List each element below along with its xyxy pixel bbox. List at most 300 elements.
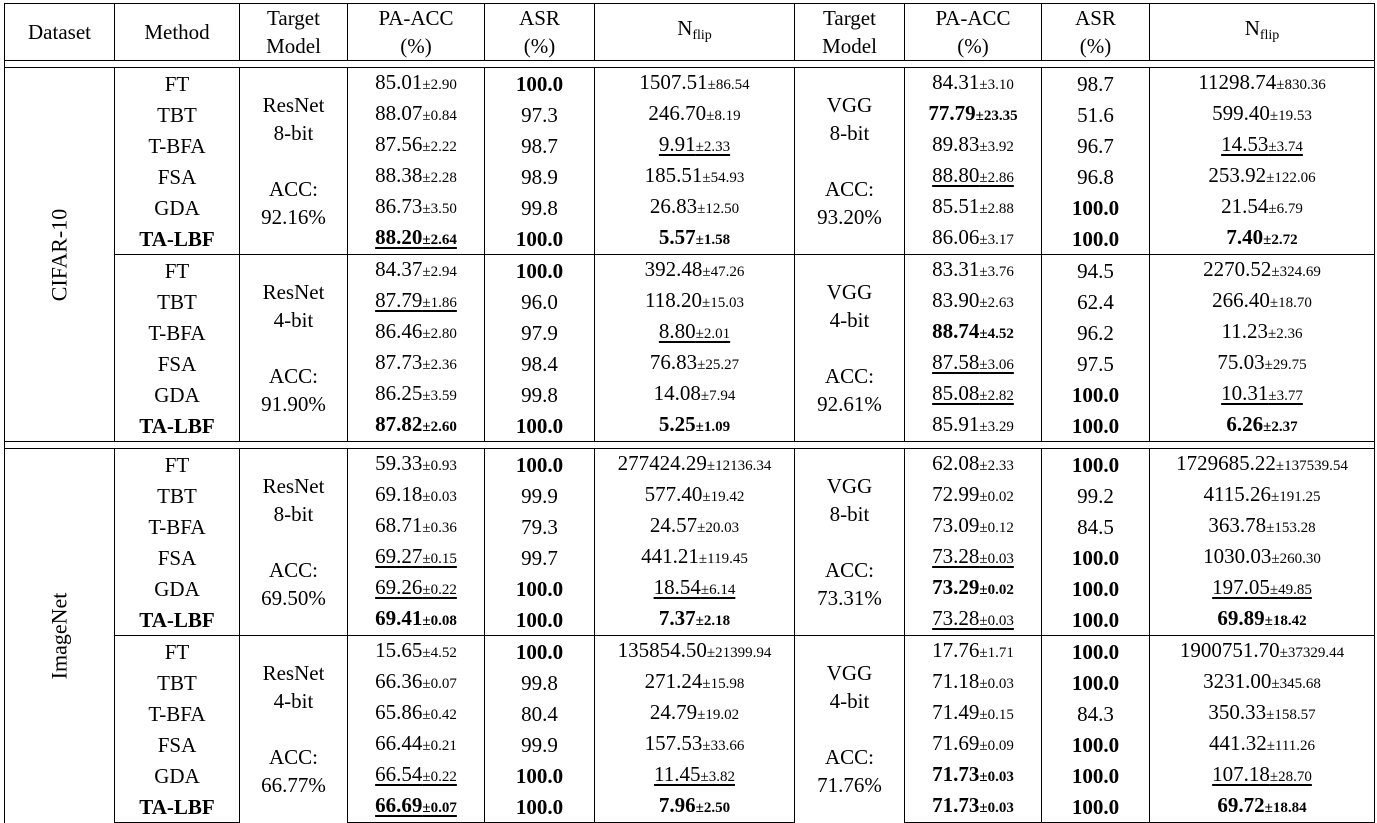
pa-acc-cell-value: [932, 451, 1014, 475]
mean-value: 97.5: [1077, 351, 1114, 376]
nflip-cell-value: [1203, 544, 1321, 568]
table-row: [5, 729, 1375, 760]
nflip-cell: [1150, 729, 1375, 760]
asr-cell-value: [516, 72, 563, 96]
mean-value: 441.21: [641, 544, 699, 568]
header-target-model-left: Target Model: [240, 4, 348, 61]
std-value: ±0.03: [979, 800, 1014, 816]
std-value: ±3.59: [422, 388, 457, 404]
pa-acc-cell-value: [932, 319, 1014, 343]
right-model-name: 4-bit: [829, 308, 870, 332]
std-value: ±0.15: [979, 707, 1014, 723]
nflip-cell: [1150, 68, 1375, 100]
asr-cell-value: [1077, 72, 1114, 96]
mean-value: 100.0: [515, 576, 564, 601]
std-value: ±37329.44: [1279, 645, 1345, 661]
mean-value: 85.08: [932, 381, 980, 405]
asr-cell: [1042, 223, 1150, 255]
std-value: ±122.06: [1266, 170, 1316, 186]
std-value: ±6.14: [700, 582, 736, 598]
asr-cell: [485, 636, 595, 668]
asr-cell-value: [1072, 733, 1119, 757]
nflip-cell-value: [645, 669, 745, 693]
mean-value: 99.7: [521, 545, 558, 570]
pa-acc-cell-value: [375, 319, 457, 343]
pa-acc-cell-value: [932, 257, 1014, 281]
asr-cell: [1042, 68, 1150, 100]
right-model-name: VGG: [826, 93, 873, 117]
nflip-cell: [595, 286, 795, 317]
mean-value: 71.18: [932, 669, 980, 693]
asr-cell-value: [521, 546, 558, 570]
mean-value: 85.91: [932, 412, 980, 436]
mean-value: 96.0: [521, 289, 558, 314]
asr-cell-value: [516, 259, 563, 283]
nflip-cell: [1150, 573, 1375, 604]
method-cell: [115, 791, 240, 823]
mean-value: 88.20: [375, 225, 423, 249]
mean-value: 18.54: [653, 575, 701, 599]
std-value: ±2.90: [422, 77, 457, 93]
nflip-cell: [595, 698, 795, 729]
asr-cell: [485, 449, 595, 481]
nflip-cell-value: [1221, 381, 1303, 405]
method-cell: [115, 286, 240, 317]
asr-cell: [1042, 604, 1150, 636]
table-row: [5, 379, 1375, 410]
nflip-cell-value: [1180, 638, 1344, 662]
table-row: [5, 542, 1375, 573]
mean-value: 118.20: [645, 288, 702, 312]
std-value: ±15.98: [702, 676, 745, 692]
nflip-cell: [1150, 449, 1375, 481]
nflip-cell: [595, 480, 795, 511]
mean-value: 88.07: [375, 101, 423, 125]
pa-acc-cell-value: [375, 731, 457, 755]
nflip-cell-value: [1212, 762, 1312, 786]
mean-value: 86.06: [932, 225, 980, 249]
std-value: ±2.72: [1263, 232, 1298, 248]
pa-acc-cell: [348, 791, 485, 823]
nflip-cell: [595, 511, 795, 542]
std-value: ±2.18: [695, 613, 731, 629]
nflip-cell: [595, 192, 795, 223]
mean-value: 84.5: [1077, 514, 1114, 539]
std-value: ±21399.94: [706, 645, 772, 661]
mean-value: 7.40: [1226, 225, 1264, 249]
pa-acc-cell: [905, 573, 1042, 604]
header-asr-left: ASR (%): [485, 4, 595, 61]
nflip-cell: [1150, 542, 1375, 573]
pa-acc-cell: [905, 379, 1042, 410]
nflip-cell-value: [1217, 793, 1306, 817]
method-cell: [115, 99, 240, 130]
asr-cell-value: [521, 515, 558, 539]
std-value: ±8.19: [706, 108, 741, 124]
mean-value: 96.8: [1077, 164, 1114, 189]
std-value: ±0.42: [422, 707, 457, 723]
method-name: FT: [164, 639, 190, 664]
left-model-acc: ACC:: [268, 364, 318, 388]
nflip-cell: [1150, 410, 1375, 442]
mean-value: 73.28: [932, 544, 980, 568]
mean-value: 1900751.70: [1179, 638, 1280, 662]
std-value: ±2.36: [422, 357, 457, 373]
pa-acc-cell: [905, 130, 1042, 161]
mean-value: 69.18: [375, 482, 423, 506]
mean-value: 100.0: [1071, 452, 1120, 477]
mean-value: 84.31: [932, 70, 980, 94]
std-value: ±18.42: [1264, 613, 1307, 629]
nflip-cell: [595, 449, 795, 481]
spacer: [240, 715, 347, 743]
results-body: [5, 61, 1375, 823]
std-value: ±0.08: [422, 613, 457, 629]
nflip-cell: [1150, 791, 1375, 823]
pa-acc-cell: [905, 410, 1042, 442]
nflip-cell: [595, 379, 795, 410]
method-cell: [115, 449, 240, 481]
nflip-cell: [1150, 286, 1375, 317]
std-value: ±47.26: [702, 264, 745, 280]
method-name: T-BFA: [148, 320, 206, 345]
std-value: ±4.52: [422, 645, 457, 661]
mean-value: 73.29: [932, 575, 980, 599]
mean-value: 1729685.22: [1176, 451, 1276, 475]
mean-value: 71.49: [932, 700, 980, 724]
std-value: ±49.85: [1269, 582, 1312, 598]
pa-acc-cell: [348, 542, 485, 573]
std-value: ±33.66: [702, 738, 745, 754]
nflip-cell-value: [1204, 482, 1321, 506]
right-model-acc: ACC:: [824, 364, 874, 388]
mean-value: 100.0: [1071, 576, 1120, 601]
asr-cell-value: [1072, 383, 1119, 407]
pa-acc-cell: [905, 760, 1042, 791]
mean-value: 266.40: [1212, 288, 1270, 312]
method-name: FSA: [157, 545, 197, 570]
pa-acc-cell-value: [375, 700, 457, 724]
method-cell: [115, 410, 240, 442]
pa-acc-cell-value: [932, 544, 1014, 568]
nflip-cell-value: [648, 101, 740, 125]
mean-value: 5.25: [658, 412, 696, 436]
mean-value: 87.56: [375, 132, 423, 156]
pa-acc-cell: [348, 192, 485, 223]
mean-value: 100.0: [515, 452, 564, 477]
nflip-cell: [595, 410, 795, 442]
asr-cell: [1042, 698, 1150, 729]
method-name: TBT: [157, 289, 197, 314]
pa-acc-cell: [905, 698, 1042, 729]
mean-value: 26.83: [649, 194, 698, 218]
gap-cell: [5, 442, 1375, 449]
asr-cell: [485, 698, 595, 729]
nflip-cell-value: [654, 762, 735, 786]
table-row: [5, 480, 1375, 511]
mean-value: 100.0: [1071, 607, 1120, 632]
pa-acc-cell: [905, 480, 1042, 511]
asr-cell-value: [1077, 484, 1114, 508]
std-value: ±0.93: [422, 458, 457, 474]
pa-acc-cell-value: [932, 194, 1014, 218]
asr-cell-value: [1077, 515, 1114, 539]
left-model-name: ResNet: [262, 661, 325, 686]
pa-acc-cell-value: [932, 606, 1014, 630]
left-model-acc: 66.77%: [261, 773, 326, 798]
std-value: ±0.03: [979, 613, 1014, 629]
std-value: ±0.15: [422, 551, 457, 567]
nflip-cell-value: [639, 70, 749, 94]
left-model-acc: ACC:: [268, 745, 318, 770]
pa-acc-cell: [348, 667, 485, 698]
asr-cell: [1042, 255, 1150, 287]
nflip-cell-value: [645, 257, 745, 281]
std-value: ±2.01: [695, 326, 731, 342]
std-value: ±0.02: [979, 489, 1014, 505]
mean-value: 253.92: [1208, 163, 1267, 187]
pa-acc-cell-value: [375, 482, 457, 506]
nflip-cell: [1150, 348, 1375, 379]
std-value: ±23.35: [975, 108, 1018, 124]
asr-cell-value: [521, 165, 558, 189]
asr-cell: [485, 410, 595, 442]
method-cell: [115, 192, 240, 223]
mean-value: 100.0: [1071, 794, 1120, 819]
mean-value: 3231.00: [1203, 669, 1272, 693]
table-row: [5, 667, 1375, 698]
right-model-name: VGG: [826, 280, 873, 304]
asr-cell: [485, 604, 595, 636]
pa-acc-cell-value: [932, 163, 1014, 187]
pa-acc-cell: [348, 698, 485, 729]
nflip-cell: [1150, 698, 1375, 729]
pa-acc-cell: [348, 379, 485, 410]
nflip-cell: [595, 130, 795, 161]
mean-value: 96.2: [1077, 320, 1114, 345]
nflip-cell-value: [650, 700, 739, 724]
dataset-cell: [5, 449, 115, 823]
asr-cell: [1042, 449, 1150, 481]
pa-acc-cell-value: [932, 762, 1014, 786]
method-name: FSA: [157, 732, 197, 757]
asr-cell-value: [1072, 764, 1119, 788]
asr-cell: [1042, 130, 1150, 161]
std-value: ±0.03: [979, 769, 1014, 785]
asr-cell: [1042, 99, 1150, 130]
dataset-label: CIFAR-10: [46, 208, 72, 301]
std-value: ±0.07: [422, 676, 457, 692]
asr-cell: [485, 348, 595, 379]
mean-value: 86.46: [375, 319, 423, 343]
mean-value: 11.23: [1221, 319, 1268, 343]
spacer: [240, 528, 347, 556]
mean-value: 84.3: [1077, 701, 1114, 726]
asr-cell-value: [521, 103, 558, 127]
asr-cell: [1042, 161, 1150, 192]
left-model-name: 4-bit: [273, 689, 314, 714]
mean-value: 100.0: [1071, 413, 1120, 438]
nflip-cell: [595, 255, 795, 287]
nflip-cell-value: [645, 163, 745, 187]
header-asr-right: ASR (%): [1042, 4, 1150, 61]
table-row: [5, 317, 1375, 348]
mean-value: 17.76: [932, 638, 980, 662]
nflip-cell-value: [1212, 288, 1312, 312]
mean-value: 66.69: [375, 793, 423, 817]
method-cell: [115, 379, 240, 410]
std-value: ±3.06: [979, 357, 1014, 373]
asr-cell: [1042, 729, 1150, 760]
std-value: ±0.22: [422, 769, 457, 785]
pa-acc-cell: [348, 410, 485, 442]
std-value: ±12136.34: [706, 458, 772, 474]
pa-acc-cell: [348, 449, 485, 481]
header-pa-acc-right: PA-ACC (%): [905, 4, 1042, 61]
pa-acc-cell-value: [375, 163, 457, 187]
mean-value: 100.0: [1071, 195, 1120, 220]
pa-acc-cell: [348, 636, 485, 668]
mean-value: 68.71: [375, 513, 423, 537]
nflip-cell: [1150, 255, 1375, 287]
left-model-acc: ACC:: [268, 177, 318, 201]
asr-cell: [485, 760, 595, 791]
pa-acc-cell-value: [932, 575, 1014, 599]
table-row: [5, 511, 1375, 542]
asr-cell-value: [516, 764, 563, 788]
mean-value: 5.57: [658, 225, 696, 249]
mean-value: 85.01: [375, 70, 423, 94]
pa-acc-cell-value: [932, 669, 1014, 693]
mean-value: 65.86: [375, 700, 423, 724]
nflip-cell-value: [618, 638, 772, 662]
mean-value: 2270.52: [1203, 257, 1272, 281]
mean-value: 100.0: [1071, 226, 1120, 251]
nflip-cell: [1150, 480, 1375, 511]
nflip-cell-value: [1217, 350, 1306, 374]
pa-acc-cell-value: [375, 257, 457, 281]
left-target-model-cell: [240, 449, 348, 636]
left-target-model-cell: [240, 636, 348, 823]
pa-acc-cell: [348, 604, 485, 636]
mean-value: 97.3: [521, 102, 558, 127]
asr-cell: [1042, 480, 1150, 511]
right-model-name: 8-bit: [829, 121, 870, 145]
mean-value: 185.51: [644, 163, 703, 187]
std-value: ±20.03: [697, 520, 740, 536]
asr-cell: [1042, 379, 1150, 410]
mean-value: 100.0: [515, 71, 564, 96]
table-row: [5, 223, 1375, 255]
method-name: T-BFA: [148, 701, 206, 726]
asr-cell: [485, 286, 595, 317]
std-value: ±28.70: [1269, 769, 1312, 785]
right-model-acc: 71.76%: [817, 773, 882, 798]
nflip-cell-value: [645, 731, 745, 755]
mean-value: 24.57: [649, 513, 698, 537]
pa-acc-cell: [348, 480, 485, 511]
right-target-model-cell: [795, 255, 905, 442]
method-name: T-BFA: [148, 133, 206, 158]
table-row: [5, 68, 1375, 100]
pa-acc-cell: [348, 511, 485, 542]
asr-cell: [485, 511, 595, 542]
nflip-cell: [595, 223, 795, 255]
pa-acc-cell-value: [375, 638, 457, 662]
nflip-cell: [595, 604, 795, 636]
method-name: GDA: [154, 576, 200, 601]
method-name: TBT: [157, 102, 197, 127]
table-row: [5, 604, 1375, 636]
mean-value: 71.73: [932, 793, 980, 817]
method-cell: [115, 68, 240, 100]
asr-cell-value: [1077, 702, 1114, 726]
method-cell: [115, 729, 240, 760]
mean-value: 599.40: [1212, 101, 1270, 125]
pa-acc-cell-value: [375, 381, 457, 405]
std-value: ±2.50: [695, 800, 731, 816]
method-cell: [115, 604, 240, 636]
nflip-cell-value: [1208, 700, 1315, 724]
pa-acc-cell: [905, 161, 1042, 192]
right-target-model-cell: [795, 449, 905, 636]
pa-acc-cell-value: [932, 731, 1014, 755]
asr-cell-value: [516, 414, 563, 438]
nflip-cell-value: [654, 381, 736, 405]
mean-value: 1507.51: [639, 70, 708, 94]
mean-value: 11.45: [654, 762, 701, 786]
std-value: ±2.33: [979, 458, 1014, 474]
asr-cell-value: [1077, 321, 1114, 345]
nflip-cell-value: [1226, 412, 1297, 436]
nflip-cell-value: [1217, 606, 1306, 630]
std-value: ±6.79: [1268, 201, 1303, 217]
pa-acc-cell: [905, 99, 1042, 130]
std-value: ±0.03: [422, 489, 457, 505]
mean-value: 577.40: [644, 482, 703, 506]
mean-value: 85.51: [932, 194, 980, 218]
right-model-name: 4-bit: [829, 689, 870, 714]
mean-value: 271.24: [644, 669, 703, 693]
pa-acc-cell: [348, 317, 485, 348]
asr-cell: [485, 130, 595, 161]
pa-acc-cell: [905, 542, 1042, 573]
mean-value: 246.70: [648, 101, 707, 125]
pa-acc-cell-value: [375, 412, 457, 436]
mean-value: 21.54: [1221, 194, 1269, 218]
asr-cell-value: [521, 290, 558, 314]
asr-cell-value: [1072, 640, 1119, 664]
mean-value: 4115.26: [1203, 482, 1271, 506]
mean-value: 100.0: [1071, 639, 1120, 664]
asr-cell: [485, 729, 595, 760]
std-value: ±0.84: [422, 108, 457, 124]
pa-acc-cell: [905, 791, 1042, 823]
left-model-name: ResNet: [262, 280, 325, 304]
std-value: ±2.63: [979, 295, 1014, 311]
mean-value: 77.79: [928, 101, 976, 125]
std-value: ±2.60: [422, 419, 457, 435]
asr-cell-value: [1072, 577, 1119, 601]
asr-cell: [485, 255, 595, 287]
asr-cell-value: [516, 608, 563, 632]
nflip-cell: [595, 667, 795, 698]
pa-acc-cell-value: [375, 793, 457, 817]
std-value: ±0.12: [979, 520, 1014, 536]
mean-value: 98.7: [521, 133, 558, 158]
pa-acc-cell-value: [375, 513, 457, 537]
asr-cell-value: [516, 577, 563, 601]
